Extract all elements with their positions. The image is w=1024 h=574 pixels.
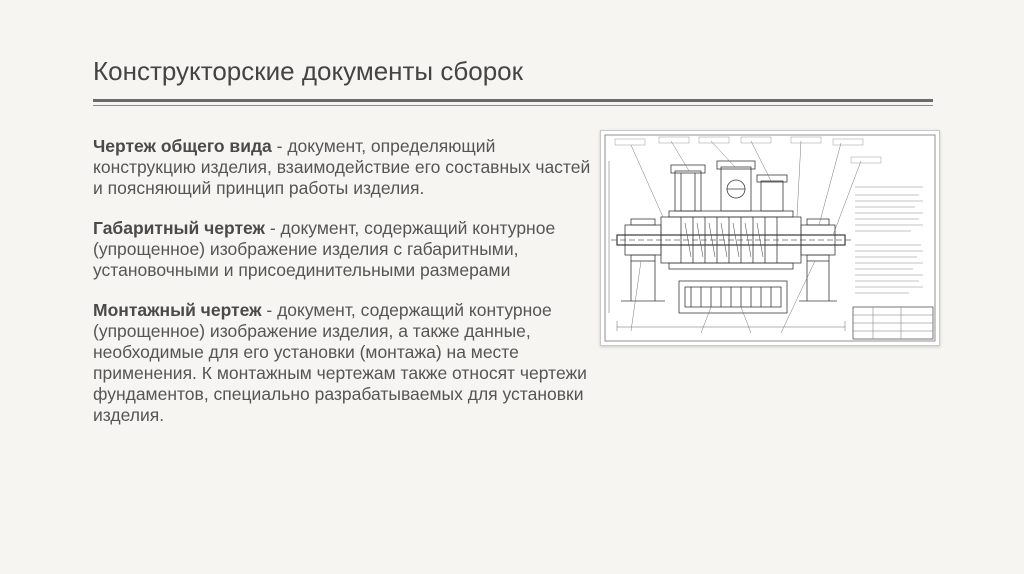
slide-title: Конструкторские документы сборок	[93, 56, 523, 86]
definition-general-view	[93, 136, 593, 199]
assembly-drawing-illustration	[601, 131, 939, 345]
definition-installation-text: - документ, содержащий контурное (упрощенное) изображение изделия, а также данные, необходимые для его установки (монтажа) на месте применения. К монтажным чертежам также относят чертежи фундаментов, специально разрабатываемых для установки изделия.	[93, 300, 587, 425]
term-general-view: Чертеж общего вида	[93, 136, 272, 156]
definitions-list	[93, 136, 593, 445]
definition-installation	[93, 300, 593, 426]
definition-general-view-text: - документ, определяющий конструкцию изделия, взаимодействие его составных частей и поясняющий принцип работы изделия.	[93, 136, 591, 198]
title-divider-thin	[93, 105, 933, 106]
title-divider-thick	[93, 99, 933, 102]
assembly-drawing-image	[600, 130, 940, 346]
term-installation: Монтажный чертеж	[93, 300, 262, 320]
definition-dimensional-text: - документ, содержащий контурное (упрощенное) изображение изделия с габаритными, установочными и присоединительными размерами	[93, 218, 556, 280]
definition-dimensional	[93, 218, 593, 281]
term-dimensional: Габаритный чертеж	[93, 218, 265, 238]
